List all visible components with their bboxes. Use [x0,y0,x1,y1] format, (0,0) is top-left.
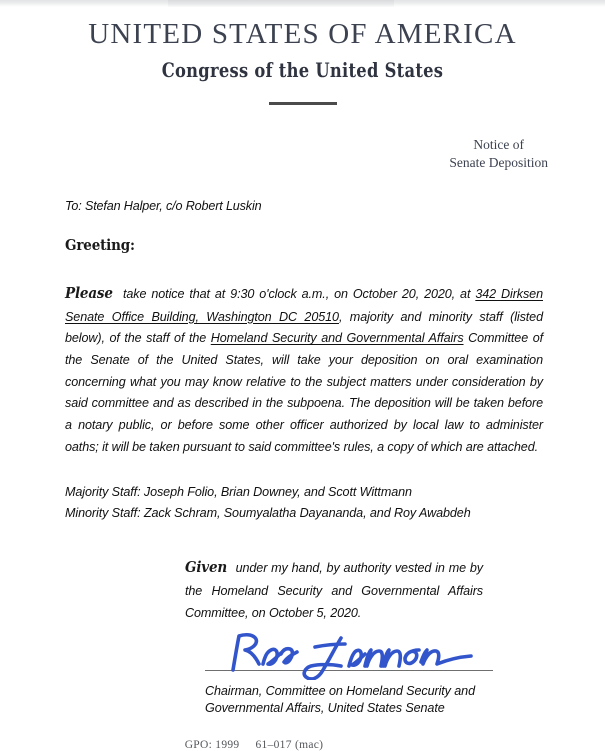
signature-caption-line-2: Governmental Affairs, United States Senate [205,701,445,716]
document-footer [65,739,543,751]
footer-gpo: GPO: 1999 [184,739,240,751]
attestation-dropcap-given: Given [185,558,228,577]
signature-caption-line-1: Chairman, Committee on Homeland Security and [205,684,475,699]
staff-list [65,482,543,523]
signature-area [205,630,505,682]
paragraph-segment-1: take notice that at 9:30 o'clock a.m., on October 20, 2020, at [118,286,476,301]
subtitle-congress: Congress of the United States [161,59,444,83]
signature-ron-johnson [223,624,483,680]
addressee-line: To: Stefan Halper, c/o Robert Luskin [65,198,262,213]
footer-job-number: 61–017 (mac) [255,739,324,751]
viewer-top-strip [0,0,605,7]
minority-staff-line: Minority Staff: Zack Schram, Soumyalatha Dayananda, and Roy Awabdeh [65,505,471,520]
committee-name: Homeland Security and Governmental Affairs [210,331,464,346]
salutation [65,236,543,255]
notice-line-1: Notice of [473,137,524,153]
paragraph-segment-2: , majority and minority staff (listed below), of the staff of the [65,309,543,346]
document-body [0,199,605,751]
paragraph-segment-3: Committee of the Senate of the United States, will take your deposition on oral examination concerning what you may know relative to the subject matters under consideration by said committee and as described in the subpoena. The deposition will be taken before a notary public, or before some other officer authorized by local law to administer oaths; it will be taken pursuant to said committee's rules, a copy of which are attached. [65,331,543,454]
signature-caption [205,683,515,717]
attestation-paragraph [185,555,483,624]
signature-line [205,670,493,671]
letterhead [0,7,605,114]
notice-label [0,136,605,171]
attestation-text: under my hand, by authority vested in me by the Homeland Security and Governmental Affairs Committee, on October 5, 2020. [185,561,483,620]
horizontal-rule [269,102,337,105]
salutation-text: Greeting: [65,235,135,254]
notice-paragraph [65,281,543,458]
deposition-location: 342 Dirksen Senate Office Building, Washington DC 20510 [65,286,543,324]
page-title: UNITED STATES OF AMERICA [88,18,517,50]
majority-staff-line: Majority Staff: Joseph Folio, Brian Downey, and Scott Wittmann [65,485,412,500]
notice-line-2: Senate Deposition [449,154,548,170]
paragraph-dropcap-please: Please [65,283,113,302]
document-page [0,7,605,751]
divider [0,102,605,114]
